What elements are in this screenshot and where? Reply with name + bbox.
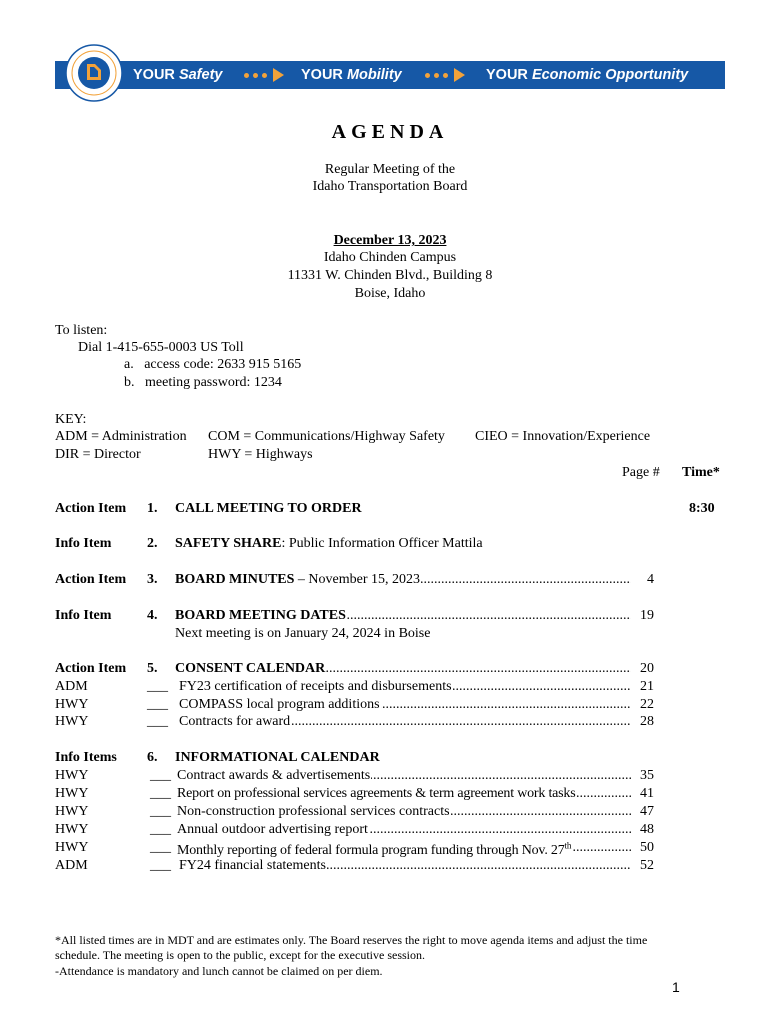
location-line-2: 11331 W. Chinden Blvd., Building 8	[287, 268, 493, 283]
subitem-text: Monthly reporting of federal formula program funding through Nov. 27	[177, 842, 565, 858]
slogan-mobility: YOUR Mobility	[301, 67, 402, 83]
footer-note-3: -Attendance is mandatory and lunch cannot be claimed on per diem.	[55, 964, 383, 978]
meeting-date: December 13, 2023	[333, 233, 447, 248]
subitem-page: 21	[640, 679, 654, 694]
subitem-page: 48	[640, 822, 654, 837]
dial-number: Dial 1-415-655-0003 US Toll	[78, 340, 244, 355]
subitem-page: 22	[640, 697, 654, 712]
subitem-text: FY23 certification of receipts and disbursements	[179, 679, 452, 694]
item-title: CONSENT CALENDAR	[175, 661, 326, 676]
subitem-line	[179, 679, 631, 695]
subitem-checkbox: ___	[150, 768, 171, 783]
key-cieo: CIEO = Innovation/Experience	[475, 429, 651, 444]
subitem-page: 41	[640, 786, 654, 801]
item-type: Info Item	[55, 536, 112, 551]
item-number: 1.	[147, 501, 158, 516]
item-number: 5.	[147, 661, 158, 676]
subitem-text: Report on professional services agreements & term agreement work tasks	[177, 786, 576, 801]
item-title: BOARD MINUTES	[175, 572, 295, 587]
subtitle-line-1: Regular Meeting of the	[324, 162, 456, 177]
subitem-page: 52	[640, 858, 654, 873]
subitem-text: Contracts for award	[179, 714, 291, 729]
subitem-checkbox: ___	[150, 804, 171, 819]
subitem-superscript: th	[564, 840, 572, 850]
column-page-header: Page #	[622, 465, 660, 480]
subitem-page: 50	[640, 840, 654, 855]
item-note: Next meeting is on January 24, 2024 in Boise	[175, 626, 431, 641]
item-type: Action Item	[55, 501, 127, 516]
access-code: a. access code: 2633 915 5165	[124, 357, 302, 372]
subitem-checkbox: ___	[147, 697, 168, 712]
subitem-checkbox: ___	[150, 840, 171, 855]
itd-logo-icon	[65, 44, 123, 102]
item-title-line	[175, 572, 631, 588]
item-number: 6.	[147, 750, 158, 765]
key-adm: ADM = Administration	[55, 429, 187, 444]
slogan-economic: YOUR Economic Opportunity	[486, 67, 689, 83]
subtitle-line-2: Idaho Transportation Board	[312, 179, 468, 194]
item-time: 8:30	[689, 501, 715, 516]
item-number: 2.	[147, 536, 158, 551]
subitem-code: HWY	[55, 822, 89, 837]
listen-label: To listen:	[55, 323, 108, 338]
item-number: 4.	[147, 608, 158, 623]
subitem-checkbox: ___	[147, 679, 168, 694]
item-title: INFORMATIONAL CALENDAR	[175, 750, 380, 765]
subitem-line	[177, 804, 631, 820]
page-number: 1	[672, 979, 680, 995]
item-type: Info Items	[55, 750, 117, 765]
subitem-text: COMPASS local program additions	[179, 697, 380, 712]
subitem-checkbox: ___	[150, 822, 171, 837]
arrow-icon	[244, 61, 284, 89]
item-page: 19	[640, 608, 654, 623]
item-title-line	[175, 536, 483, 552]
subitem-line	[179, 714, 631, 730]
footer-note-2: schedule. The meeting is open to the public, except for the executive session.	[55, 948, 426, 962]
key-com: COM = Communications/Highway Safety	[208, 429, 445, 444]
subitem-code: ADM	[55, 858, 88, 873]
item-type: Action Item	[55, 572, 127, 587]
item-page: 4	[647, 572, 654, 587]
location-line-3: Boise, Idaho	[354, 286, 426, 301]
column-time-header: Time*	[682, 465, 720, 480]
item-title: CALL MEETING TO ORDER	[175, 501, 362, 516]
key-hwy: HWY = Highways	[208, 447, 313, 462]
subitem-code: HWY	[55, 840, 89, 855]
item-type: Action Item	[55, 661, 127, 676]
subitem-code: HWY	[55, 697, 89, 712]
subitem-line	[179, 697, 631, 713]
subitem-page: 35	[640, 768, 654, 783]
item-detail: – November 15, 2023	[294, 572, 420, 587]
item-title-line	[175, 661, 631, 677]
subitem-code: HWY	[55, 768, 89, 783]
subitem-text: Non-construction professional services contracts	[177, 804, 450, 819]
item-title-line	[175, 608, 631, 624]
subitem-line	[179, 858, 631, 874]
key-dir: DIR = Director	[55, 447, 141, 462]
subitem-checkbox: ___	[150, 858, 171, 873]
meeting-password: b. meeting password: 1234	[124, 375, 282, 390]
subitem-page: 28	[640, 714, 654, 729]
item-number: 3.	[147, 572, 158, 587]
subitem-code: HWY	[55, 714, 89, 729]
subitem-page: 47	[640, 804, 654, 819]
subitem-line	[177, 786, 631, 802]
key-label: KEY:	[55, 412, 87, 427]
item-title: SAFETY SHARE	[175, 536, 282, 551]
item-type: Info Item	[55, 608, 112, 623]
subitem-text: FY24 financial statements	[179, 858, 326, 873]
subitem-text: Annual outdoor advertising report	[177, 822, 368, 837]
slogan-safety: YOUR Safety	[133, 67, 223, 83]
subitem-code: HWY	[55, 804, 89, 819]
location-line-1: Idaho Chinden Campus	[323, 250, 457, 265]
item-detail: : Public Information Officer Mattila	[281, 536, 483, 551]
subitem-text: Contract awards & advertisements	[177, 768, 371, 783]
item-page: 20	[640, 661, 654, 676]
subitem-line	[177, 840, 631, 859]
subitem-line	[177, 822, 631, 838]
subitem-line	[177, 768, 631, 784]
footer-note-1: *All listed times are in MDT and are estimates only. The Board reserves the right to move agenda items and adjust the time	[55, 933, 648, 947]
subitem-checkbox: ___	[147, 714, 168, 729]
subitem-code: ADM	[55, 679, 88, 694]
item-title: BOARD MEETING DATES	[175, 608, 346, 623]
arrow-icon	[425, 61, 465, 89]
subitem-code: HWY	[55, 786, 89, 801]
page-title: AGENDA	[331, 121, 449, 143]
subitem-checkbox: ___	[150, 786, 171, 801]
